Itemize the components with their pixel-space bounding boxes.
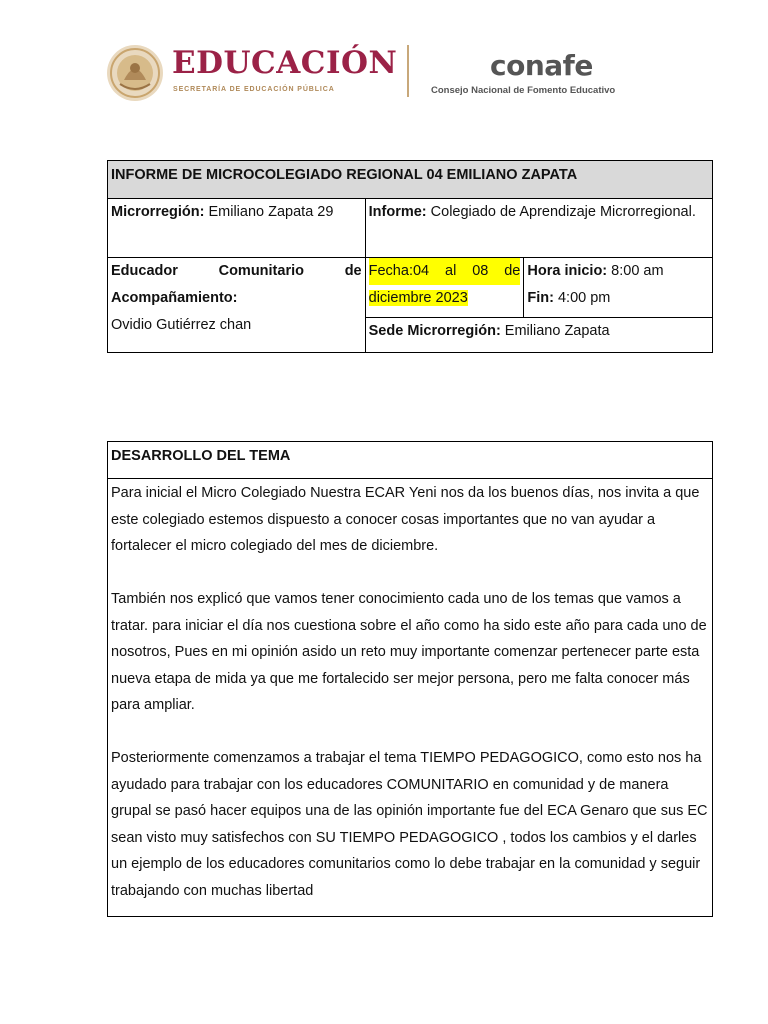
- conafe-logo-subtitle: Consejo Nacional de Fomento Educativo: [431, 85, 616, 96]
- fin-value: 4:00 pm: [553, 290, 611, 306]
- conafe-logo: conafe: [490, 49, 593, 82]
- hora-inicio-value: 8:00 am: [607, 263, 664, 279]
- fin-label: Fin:: [527, 290, 554, 306]
- paragraph-3: Posteriormente comenzamos a trabajar el tema TIEMPO PEDAGOGICO, como esto nos ha ayudado para trabajar con los educadores COMUNITARIO en comunidad y de manera grupal se pasó hacer equipos una de las opinión importante fue del ECA Genaro que sus EC sean visto muy satisfechos con SU TIEMPO PEDAGOGICO , todos los cambios y el darles un ejemplo de los educadores comunitarios como lo debe trabajar en la comunidad y seguir trabajando con muchas libertad: [111, 750, 708, 899]
- educator-label-line2: Acompañamiento:: [111, 290, 238, 306]
- desarrollo-table: [107, 441, 713, 917]
- microregion-row: [108, 199, 713, 258]
- sede-value: Emiliano Zapata: [500, 323, 610, 339]
- microregion-label: Microrregión:: [111, 204, 205, 220]
- microregion-value: Emiliano Zapata 29: [204, 204, 334, 220]
- educator-row: [108, 258, 713, 318]
- paragraph-2: También nos explicó que vamos tener conocimiento cada uno de los temas que vamos a tratar. para iniciar el día nos cuestiona sobre el año como ha sido este año para cada uno de nosotros, Pues en mi opinión asido un reto muy importante comenzar pertenecer parte esta nueva etapa de mida ya que me fortalecido ser mejor persona, pero me falta conocer más para ampliar.: [111, 591, 707, 713]
- desarrollo-heading: DESARROLLO DEL TEMA: [108, 442, 713, 479]
- microregion-cell: [108, 199, 366, 258]
- educator-label-line1: Educador Comunitario de: [111, 263, 362, 279]
- header-divider: [407, 45, 409, 97]
- informe-value: Colegiado de Aprendizaje Microrregional.: [426, 204, 696, 220]
- fecha-line1: Fecha:04 al 08 de: [369, 258, 521, 285]
- report-title-row: [108, 161, 713, 199]
- mexico-coat-of-arms-icon: [106, 44, 164, 102]
- sede-label: Sede Microrregión:: [368, 323, 501, 339]
- informe-label: Informe:: [368, 204, 427, 220]
- educator-name: Ovidio Gutiérrez chan: [111, 317, 252, 333]
- report-info-table: [107, 160, 713, 353]
- fecha-cell: [365, 258, 524, 318]
- fecha-line2: diciembre 2023: [368, 290, 468, 306]
- sede-cell: [365, 318, 712, 353]
- education-logo-title: EDUCACIÓN: [172, 45, 398, 81]
- informe-cell: [365, 199, 712, 258]
- education-logo-subtitle: SECRETARÍA DE EDUCACIÓN PÚBLICA: [173, 86, 335, 93]
- educator-cell: [108, 258, 366, 353]
- desarrollo-body: [108, 479, 713, 917]
- paragraph-1: Para inicial el Micro Colegiado Nuestra ECAR Yeni nos da los buenos días, nos invita a que este colegiado estemos dispuesto a conocer cosas importantes que no van ayudar a fortalecer el micro colegiado del mes de diciembre.: [111, 485, 700, 554]
- page-header: [0, 0, 768, 120]
- hora-cell: [524, 258, 713, 318]
- hora-inicio-label: Hora inicio:: [527, 263, 608, 279]
- report-title: INFORME DE MICROCOLEGIADO REGIONAL 04 EMILIANO ZAPATA: [108, 161, 713, 199]
